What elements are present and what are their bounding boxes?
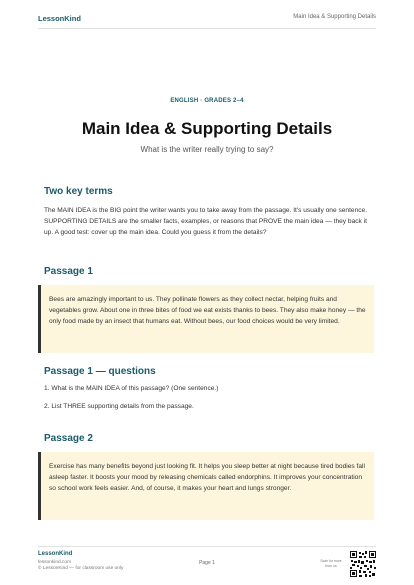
top-header bbox=[38, 14, 376, 29]
page-title: Main Idea & Supporting Details bbox=[81, 119, 333, 138]
passage-1-box bbox=[38, 285, 374, 353]
question-2: 2. List THREE supporting details from the passage. bbox=[44, 403, 194, 410]
document-title: Main Idea & Supporting Details bbox=[293, 14, 376, 20]
passage-1-text: Bees are amazingly important to us. They pollinate flowers as they collect nectar, helping fruits and vegetables grow. About one in three bites of food we eat exists thanks to bees. They also make honey — the only food made by an insect that humans eat. Without bees, our food choices would be very limited. bbox=[49, 296, 366, 325]
subject-kicker: ENGLISH · GRADES 2–4 bbox=[170, 98, 244, 104]
section-heading-passage-2: Passage 2 bbox=[44, 433, 93, 444]
footer-copyright: © LessonKind — for classroom use only bbox=[38, 566, 124, 571]
footer-brand[interactable]: LessonKind bbox=[38, 551, 73, 557]
passage-2-text: Exercise has many benefits beyond just looking fit. It helps you sleep better at night because tired bodies fall asleep faster. It boosts your mood by releasing chemicals called endorphins. It improves your concentration so school work feels easier. And, of course, it makes your heart and lungs stronger. bbox=[49, 463, 365, 492]
key-terms-paragraph: The MAIN IDEA is the BIG point the writer wants you to take away from the passage. It's usually one sentence. SUPPORTING DETAILS are the smaller facts, examples, or reasons that PROVE the main idea — they back it up. A good test: cover up the main idea. Could you guess it from the details? bbox=[44, 207, 368, 236]
section-heading-passage-1: Passage 1 bbox=[44, 266, 93, 277]
section-heading-key-terms: Two key terms bbox=[44, 186, 113, 197]
page-subtitle: What is the writer really trying to say? bbox=[140, 145, 274, 154]
brand-logo-text[interactable]: LessonKind bbox=[38, 14, 81, 23]
passage-2-box bbox=[38, 452, 374, 520]
qr-code-icon[interactable] bbox=[350, 551, 376, 577]
qr-caption: Scan for more from us bbox=[320, 559, 342, 568]
page-number: Page 1 bbox=[199, 560, 215, 566]
section-heading-passage-1-questions: Passage 1 — questions bbox=[44, 366, 156, 377]
footer-website[interactable]: lessonkind.com bbox=[38, 560, 72, 565]
question-1: 1. What is the MAIN IDEA of this passage? (One sentence.) bbox=[44, 385, 219, 392]
page-footer bbox=[38, 546, 376, 577]
